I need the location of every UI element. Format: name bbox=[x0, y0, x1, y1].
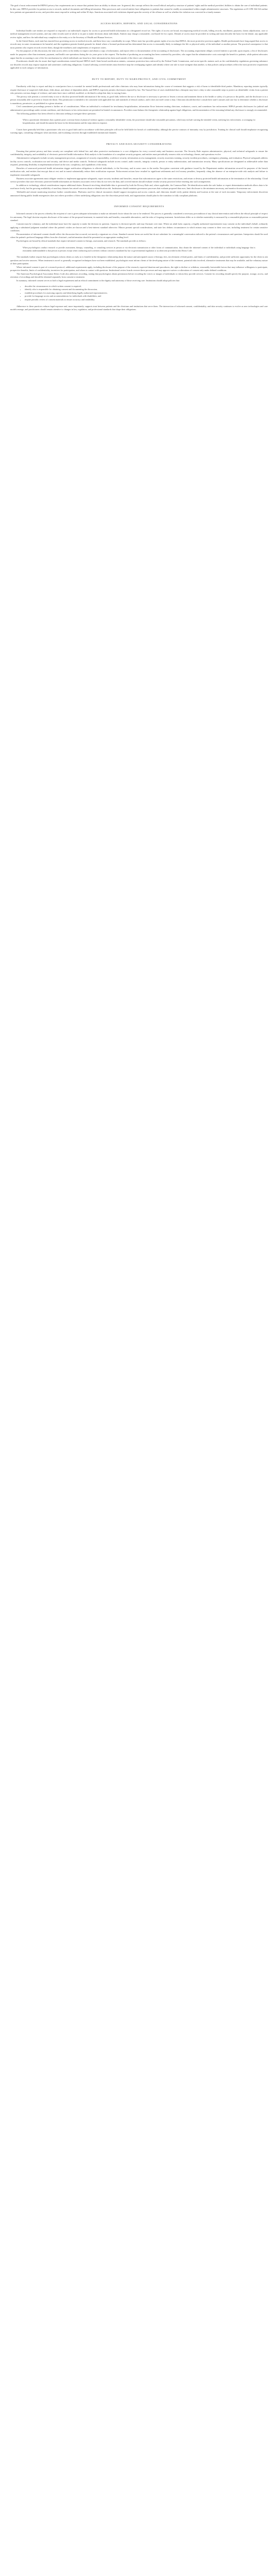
body-paragraph: Civil commitment proceedings present a further set of considerations. When an individual is evaluated for involuntary hospitalization, information flows between treating clinicians, evaluators, courts, and sometimes law enforcement. HIPAA permits disclosures for judicial and administrative proceedings under certain conditions, and disclosures to law enforcement are permitted in limited circumstances. Providers must balance the therapeutic relationship against legal obligations, and documentation of the reasoning behind any disclosure is strongly recommended. bbox=[10, 105, 268, 112]
section-heading: ACCESS RIGHTS, REPORTS, AND LEGAL CONSIDERATIONS bbox=[100, 22, 178, 25]
body-paragraph: Courts have generally held that a practitioner who acts in good faith and in accordance with these principles will not be held liable for breach of confidentiality, although the precise contours of immunity vary by jurisdiction. Training for clinical staff should emphasize recognizing warning signs, consulting colleagues when uncertain, and escalating concerns through established institutional channels. bbox=[10, 128, 268, 134]
section-access-rights bbox=[10, 22, 268, 70]
block-quote: When psychologists conduct research or provide assessment, therapy, counseling, or consulting services in person or via electronic transmission or other forms of communication, they obtain the informed consent of the individual or individuals using language that is reasonably understandable to that person or persons except when conducting such activities without consent is mandated by law or governmental regulation or as otherwise provided in this Ethics Code. bbox=[23, 246, 255, 252]
body-paragraph: Administrative safeguards include security management processes, assignment of security responsibility, workforce security, information access management, security awareness training, security incident procedures, contingency planning, and evaluation. Physical safeguards address facility access controls, workstation use and security, and device and media controls. Technical safeguards include access control, audit controls, integrity controls, person or entity authentication, and transmission security. Many specifications are designated as addressable rather than required, permitting flexibility in implementation based on the size, complexity, and capabilities of the entity. bbox=[10, 157, 268, 166]
section-heading: INFORMED CONSENT REQUIREMENTS bbox=[114, 205, 164, 208]
body-paragraph: Where informed consent is part of a research protocol, additional requirements apply, including disclosure of the purpose of the research, expected duration and procedures, the right to decline or withdraw, reasonably foreseeable factors that may influence willingness to participate, prospective benefits, limits of confidentiality, incentives for participation, and whom to contact with questions. Institutional review boards oversee these processes and may approve waivers or alterations of consent only under defined conditions. bbox=[10, 265, 268, 272]
body-paragraph: For the purposes of this discussion, the term access refers to the ability to inspect and obtain a copy of information, and report refers to documentation of the accounting of disclosures. The accounting requirement obliges covered entities to provide, upon request, a list of disclosures made for purposes other than treatment, payment, and health care operations during the six years prior to the request. The burden of producing an accounting has been contested by providers, who argue that the administrative costs outweigh the benefit to patients, while patient advocates argue that the accounting is one of the few mechanisms by which individuals can learn how their information has been used outside of the direct care relationship. bbox=[10, 49, 268, 59]
body-paragraph: Familiarity with duty to report and duty to warn/protect laws is essential for mental health professionals and other clinicians who may learn information during the course of treatment that suggests a risk of harm to identifiable third parties. Mandatory reporting statutes typically require disclosure of suspected child abuse, elder abuse, and abuse of dependent adults, and HIPAA expressly permits disclosures required by law. The Tarasoff line of cases established that a therapist may have a duty to take reasonable steps to protect an identifiable victim from a patient who presents a serious danger of violence, and states have since codified, modified, or declined to adopt that duty in varying forms. bbox=[10, 84, 268, 95]
body-paragraph: Practitioners should also be aware that legal considerations extend beyond HIPAA itself. State breach notification statutes, consumer protection laws enforced by the Federal Trade Commission, and sector-specific statutes such as the confidentiality regulations governing substance use disorder records may impose separate and sometimes conflicting obligations. Counsel advising covered entities must therefore map the overlapping regimes and identify where one rule is more stringent than another, so that policies and procedures reflect the most protective requirement applicable to each category of information. bbox=[10, 60, 268, 70]
section-heading: PRIVACY AND DATA SECURITY CONSIDERATIONS bbox=[106, 142, 172, 145]
list-item: • provide for language access and accommodations for individuals with disabilities; and bbox=[25, 295, 268, 298]
section-duty-to-report bbox=[10, 77, 268, 135]
body-paragraph: Ensuring that patient privacy and data security are compliant with federal law and other protective mechanisms is a core obligation for every covered entity and business associate. The Security Rule requires administrative, physical, and technical safeguards to ensure the confidentiality, integrity, and availability of electronic protected health information. Risk analysis is the foundation of a compliant security program, and entities must periodically reassess risks as technology, threats, and operations evolve. bbox=[10, 149, 268, 156]
list-item: • require periodic review of consent materials to ensure accuracy and readability. bbox=[25, 298, 268, 302]
policy-list bbox=[10, 285, 268, 302]
body-paragraph: Breaches of unsecured protected health information trigger notification obligations to affected individuals, to the Secretary, and in some cases to the media. Encryption consistent with guidance issued by the Department renders information secured for purposes of the breach notification rule, and entities that encrypt data at rest and in transit substantially reduce their notification exposure. Enforcement actions have resulted in significant settlements and civil money penalties, frequently citing the absence of an enterprise-wide risk analysis and failure to implement reasonable safeguards. bbox=[10, 166, 268, 176]
body-paragraph: The standards further require that psychologists inform clients as early as is feasible in the therapeutic relationship about the nature and anticipated course of therapy, fees, involvement of third parties, and limits of confidentiality, and provide sufficient opportunity for the client to ask questions and receive answers. When treatment is novel or generally recognized techniques have not been established, psychologists must inform clients of the developing nature of the treatment, potential risks involved, alternative treatments that may be available, and the voluntary nature of their participation. bbox=[10, 255, 268, 265]
section-informed-consent bbox=[10, 205, 268, 312]
body-paragraph: Psychologists are bound by ethical standards that require informed consent to therapy, assessment, and research. The standards provide as follows: bbox=[16, 239, 146, 242]
list-item: • establish procedures for assessing capacity and identifying legally authorized representatives; bbox=[25, 292, 268, 295]
body-paragraph: The following guidance has been offered to clinicians seeking to navigate these questions: bbox=[16, 112, 97, 115]
body-paragraph: Telehealth and remote monitoring introduce further considerations. Platforms used for clinical encounters should support encryption and access controls, and clinicians should verify patient identity and location at the start of each encounter. Temporary enforcement discretion announced during public health emergencies does not relieve providers of their underlying obligations once the discretion period ends, and organizations should plan for the transition to fully compliant platforms. bbox=[10, 190, 268, 197]
intro-paragraph: The goal of most enforcement-led HIPAA privacy-law requirements are to ensure that patients have an ability to obtain care. In general, this concept reflects the overall ethical and policy structure of patients' rights and the medical providers' abilities to obtain the care of individual patients. In this case, HIPAA provides for patient access to records, medical documents and billing information. Data processors and covered entities have obligations to patients that cannot be readily accommodated within simple administrative structures. The regulations at 45 CFR 164.524 outline how patients are guaranteed access, and providers must respond in writing and within 30 days. Sanctions associated with violations depend upon the severity of the offense as well as whether the violation was corrected in a timely manner. bbox=[10, 4, 268, 14]
body-paragraph: In summary, informed consent serves as both a legal requirement and an ethical commitment to the dignity and autonomy of those receiving care. Institutions should adopt policies that: bbox=[16, 279, 180, 282]
body-paragraph: Consent must be voluntary, and the individual must have the capacity to make the decision in question. Capacity is decision-specific and may fluctuate over time. Where an adult lacks capacity, a legally authorized representative may consent on the individual's behalf, ordinarily applying a substituted judgment standard where the patient's wishes are known and a best-interest standard otherwise. Minors present special considerations, and state law defines circumstances in which minors may consent to their own care, including treatment for certain sensitive conditions. bbox=[10, 222, 268, 232]
body-paragraph: Adherence to these practices reduces legal exposure and, more importantly, supports trust between patients and the clinicians and institutions that serve them. The intersection of informed consent, confidentiality, and data security continues to evolve as new technologies and care models emerge, and practitioners should remain attentive to changes in law, regulation, and professional standards that shape their obligations. bbox=[10, 304, 268, 311]
body-paragraph: In addition to technology, ethical considerations impose additional duties. Research involving identifiable data is governed by both the Privacy Rule and, where applicable, the Common Rule. De-identification under the safe harbor or expert determination methods allows data to be used more freely, but the growing availability of auxiliary datasets has raised concerns about re-identification risk. Institutions should maintain governance processes that evaluate proposed data uses, limit disclosure to the minimum necessary, and monitor downstream use. bbox=[10, 183, 268, 190]
body-paragraph: The American Psychological Association Ethics Code also addresses recording, stating that psychologists obtain permission before recording the voices or images of individuals to whom they provide services. Consent for recording should specify the purpose, storage, access, and retention of recordings and should be obtained separately from consent to treatment. bbox=[10, 272, 268, 279]
body-paragraph: Documentation of informed consent should reflect the discussion that occurred, not merely a signature on a form. Standard consent forms are useful but do not substitute for a meaningful conversation tailored to the patient's circumstances and questions. Interpreters should be used when the patient's preferred language differs from the clinician's, and information should be presented at an appropriate reading level. bbox=[10, 232, 268, 239]
list-item: • describe the circumstances in which written consent is required; bbox=[25, 285, 268, 289]
section-privacy-security bbox=[10, 142, 268, 197]
block-quote: When a practitioner determines that a patient poses a serious threat of physical violence against a reasonably identifiable victim, the practitioner should take reasonable precautions, which may include warning the intended victim, notifying law enforcement, or arranging for hospitalization, and should document the basis for the determination and the steps taken in response. bbox=[23, 118, 255, 125]
body-paragraph: Business associate agreements must obligate vendors to implement appropriate safeguards, report security incidents and breaches, ensure that subcontractors agree to the same restrictions, and return or destroy protected health information at the termination of the relationship. Cloud service providers that store electronic protected health information are business associates even if they do not view the data, and covered entities should evaluate vendor security practices before entering into such arrangements. bbox=[10, 177, 268, 183]
body-paragraph: The privacy rule permits a covered entity to use or disclose protected health information if the entity, in good faith, believes the use or disclosure is necessary to prevent or lessen a serious and imminent threat to the health or safety of a person or the public, and the disclosure is to a person reasonably able to prevent or lessen the threat. This permission is intended to be consistent with applicable law and standards of ethical conduct, and it does not itself create a duty. Clinicians should therefore consult their state's statutes and case law to determine whether a disclosure is mandatory, permissive, or prohibited in a given situation. bbox=[10, 95, 268, 105]
body-paragraph: Informed consent is the process whereby the recipient of care is given adequate information to make an informed choice about the care to be rendered. The process is generally considered a necessary precondition of any clinical intervention and reflects the ethical principle of respect for autonomy. The legal doctrine requires disclosure of the nature of the proposed treatment, its material risks and benefits, reasonable alternatives, and the risks of forgoing treatment. Jurisdictions differ as to whether materiality is measured by a reasonable-physician or reasonable-patient standard. bbox=[10, 212, 268, 222]
body-paragraph: In the United States, each state has enacted laws governing access to medical records, and these laws vary considerably in scope. Where state law provides greater rights of access than HIPAA, the more protective provision applies. Health professionals have long argued that access to records may in some circumstances be harmful, and the regulation permits limited grounds for denial where a licensed professional has determined that access is reasonably likely to endanger the life or physical safety of the individual or another person. The practical consequence is that most patients who request records receive them, though the timeliness and completeness of responses varies. bbox=[10, 39, 268, 49]
list-item: • identify who is responsible for obtaining consent and documenting the discussion; bbox=[25, 288, 268, 292]
section-heading: DUTY TO REPORT, DUTY TO WARN/PROTECT, AND CIVIL COMMITMENT bbox=[92, 77, 186, 80]
body-paragraph: Individual health care entities are required to respond to an individual's request for access to protected health information in a designated record set. The rights of access are broad, encompassing medical records, billing records, enrollment, payment, claims adjudication, case or medical management record systems, and any other records used in whole or in part to make decisions about individuals. Entities may charge a reasonable, cost-based fee for copies. Denials of access must be provided in writing and must describe the basis for the denial, any applicable review rights, and how the individual may complain to the entity or to the Secretary of Health and Human Services. bbox=[10, 29, 268, 39]
